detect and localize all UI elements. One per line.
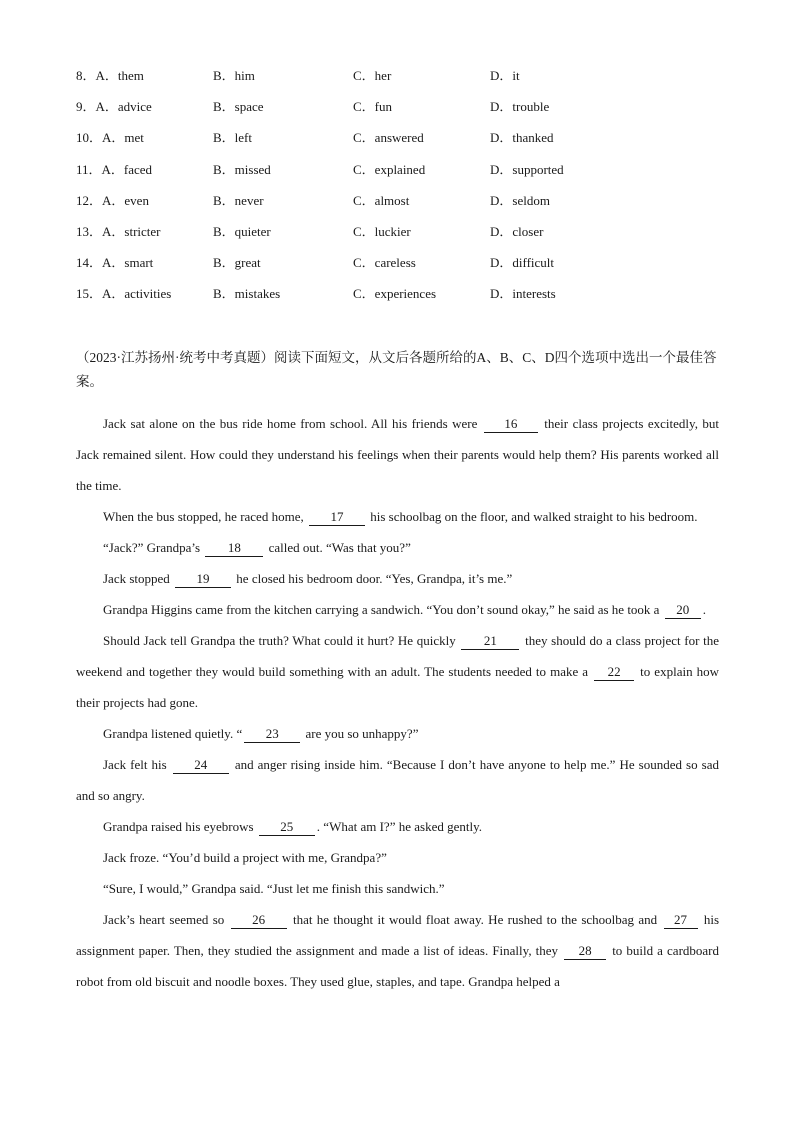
- paragraph: “Sure, I would,” Grandpa said. “Just let me finish this sandwich.”: [103, 881, 445, 896]
- blank-21: 21: [461, 632, 519, 650]
- paragraph: Jack’s heart seemed so 26 that he thought it would float away. He rushed to the schoolbag and 27 his assignment paper. Then, they studied the assignment and made a list of ideas. Finally, they 28 to build a cardboard robot from old biscuit and noodle boxes. They used glue, staples, and tape. Grandpa helped a: [76, 912, 720, 989]
- paragraph: Jack sat alone on the bus ride home from school. All his friends were 16 their class projects excitedly, but Jack remained silent. How could they understand his feelings when their parents would help them? His parents worked all the time.: [76, 416, 719, 493]
- option-row: [76, 66, 716, 97]
- question-number: 10．: [76, 130, 103, 146]
- option-c: C．her: [353, 68, 392, 83]
- reading-passage: [76, 408, 719, 997]
- question-number: 8．: [76, 68, 96, 83]
- option-a: 8．A．them: [76, 68, 144, 83]
- option-c: C．almost: [353, 192, 410, 208]
- paragraph: Grandpa Higgins came from the kitchen carrying a sandwich. “You don’t sound okay,” he said as he took a 20 .: [103, 602, 706, 617]
- option-row: [76, 222, 716, 253]
- question-number: 15．: [76, 286, 103, 302]
- option-row: [76, 253, 716, 284]
- question-number: 14．: [76, 255, 103, 271]
- paragraph: Grandpa raised his eyebrows 25 . “What am I?” he asked gently.: [103, 819, 482, 834]
- option-row: [76, 128, 716, 159]
- blank-24: 24: [173, 756, 229, 774]
- paragraph: Jack stopped 19 he closed his bedroom door. “Yes, Grandpa, it’s me.”: [103, 571, 513, 586]
- blank-23: 23: [244, 725, 300, 743]
- option-d: D．thanked: [490, 130, 554, 146]
- option-d: D．supported: [490, 161, 564, 177]
- question-number: 12．: [76, 192, 103, 208]
- blank-25: 25: [259, 818, 315, 836]
- paragraph: Jack froze. “You’d build a project with me, Grandpa?”: [103, 850, 387, 865]
- paragraph: When the bus stopped, he raced home, 17 his schoolbag on the floor, and walked straight to his bedroom.: [103, 509, 698, 524]
- question-number: 11．: [76, 161, 102, 177]
- option-c: C．experiences: [353, 286, 437, 302]
- paragraph: Should Jack tell Grandpa the truth? What could it hurt? He quickly 21 they should do a class project for the weekend and together they would build something with an adult. The students needed to make a 22 to explain how their projects had gone.: [76, 633, 720, 710]
- option-a: 13．A．stricter: [76, 223, 161, 239]
- option-d: D．interests: [490, 286, 556, 302]
- option-b: B．left: [213, 130, 252, 146]
- option-d: D．trouble: [490, 99, 550, 115]
- option-a: 12．A．even: [76, 192, 149, 208]
- option-d: D．seldom: [490, 192, 550, 208]
- option-c: C．careless: [353, 255, 416, 271]
- option-a: 15．A．activities: [76, 286, 172, 302]
- blank-26: 26: [231, 911, 287, 929]
- option-c: C．answered: [353, 130, 424, 146]
- question-number: 9．: [76, 99, 96, 115]
- option-row: [76, 97, 716, 128]
- option-a: 10．A．met: [76, 130, 144, 146]
- blank-22: 22: [594, 663, 634, 681]
- option-b: B．never: [213, 192, 264, 208]
- paragraph: Grandpa listened quietly. “ 23 are you so unhappy?”: [103, 726, 419, 741]
- blank-20: 20: [665, 601, 701, 619]
- blank-17: 17: [309, 508, 365, 526]
- option-a: 14．A．smart: [76, 255, 154, 271]
- option-b: B．missed: [213, 161, 271, 177]
- option-c: C．explained: [353, 161, 426, 177]
- blank-19: 19: [175, 570, 231, 588]
- option-a: 11．A．faced: [76, 161, 153, 177]
- option-d: D．closer: [490, 223, 544, 239]
- option-b: B．great: [213, 255, 261, 271]
- option-row: [76, 160, 716, 191]
- option-b: B．him: [213, 68, 255, 83]
- option-b: B．quieter: [213, 223, 271, 239]
- paragraph: Jack felt his 24 and anger rising inside him. “Because I don’t have anyone to help me.” He sounded so sad and so angry.: [76, 757, 720, 803]
- option-d: D．it: [490, 68, 520, 83]
- paragraph: “Jack?” Grandpa’s 18 called out. “Was that you?”: [103, 540, 411, 555]
- section-heading: （2023·江苏扬州·统考中考真题）阅读下面短文，从文后各题所给的A、B、C、D四个选项中选出一个最佳答案。: [76, 350, 717, 389]
- option-row: [76, 191, 716, 222]
- option-c: C．fun: [353, 99, 393, 115]
- question-number: 13．: [76, 223, 103, 239]
- option-d: D．difficult: [490, 255, 555, 271]
- option-b: B．mistakes: [213, 286, 281, 302]
- blank-16: 16: [484, 415, 538, 433]
- blank-28: 28: [564, 942, 606, 960]
- blank-27: 27: [664, 911, 698, 929]
- blank-18: 18: [205, 539, 263, 557]
- option-b: B．space: [213, 99, 264, 115]
- option-a: 9．A．advice: [76, 99, 152, 115]
- answer-options: [76, 66, 716, 316]
- option-row: [76, 284, 716, 315]
- option-c: C．luckier: [353, 223, 411, 239]
